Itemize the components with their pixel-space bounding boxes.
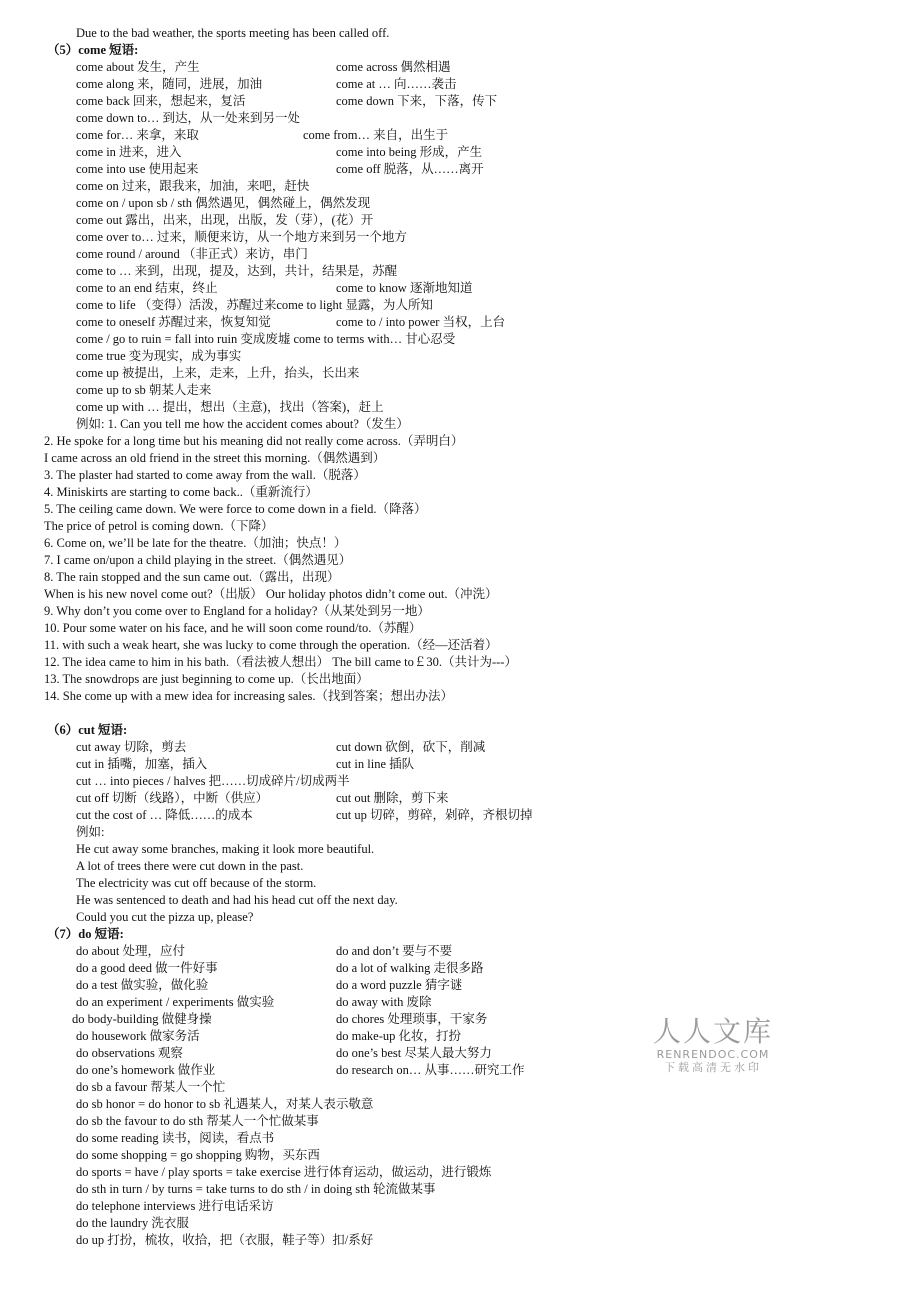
example-line: When is his new novel come out?（出版） Our holiday photos didn’t come out.（冲洗）: [44, 587, 498, 601]
phrase-entry: cut away 切除，剪去: [76, 740, 187, 754]
phrase-entry: come along 来，随同，进展，加油: [76, 77, 263, 91]
example-line: Could you cut the pizza up, please?: [76, 910, 254, 924]
phrase-entry: do chores 处理琐事，干家务: [336, 1012, 488, 1026]
example-line: A lot of trees there were cut down in the past.: [76, 859, 304, 873]
phrase-entry: do a word puzzle 猜字谜: [336, 978, 463, 992]
phrase-entry: cut out 删除，剪下来: [336, 791, 449, 805]
phrase-entry: come true 变为现实，成为事实: [76, 349, 242, 363]
phrase-entry: cut up 切碎，剪碎，剁碎，齐根切掉: [336, 808, 533, 822]
phrase-entry: come to life （变得）活泼，苏醒过来come to light 显露，为人所知: [76, 298, 433, 312]
phrase-entry: do telephone interviews 进行电话采访: [76, 1199, 274, 1213]
example-line: 9. Why don’t you come over to England for a holiday?（从某处到另一地）: [44, 604, 430, 618]
phrase-entry: do a test 做实验，做化验: [76, 978, 209, 992]
example-label: 例如:: [76, 825, 105, 839]
section-heading-come: （5）come 短语:: [47, 43, 139, 57]
section-heading-cut: （6）cut 短语:: [47, 723, 128, 737]
phrase-entry: come back 回来，想起来，复活: [76, 94, 246, 108]
phrase-entry: come off 脱落，从……离开: [336, 162, 484, 176]
phrase-entry: do up 打扮，梳妆，收拾，把（衣服，鞋子等）扣/系好: [76, 1233, 374, 1247]
phrase-entry: come over to… 过来，顺便来访，从一个地方来到另一个地方: [76, 230, 407, 244]
phrase-entry: do sth in turn / by turns = take turns to do sth / in doing sth 轮流做某事: [76, 1182, 436, 1196]
phrase-entry: do research on… 从事……研究工作: [336, 1063, 525, 1077]
phrase-entry: do one’s homework 做作业: [76, 1063, 216, 1077]
phrase-entry: do sb a favour 帮某人一个忙: [76, 1080, 226, 1094]
phrase-entry: cut in line 插队: [336, 757, 415, 771]
phrase-entry: cut in 插嘴，加塞，插入: [76, 757, 208, 771]
phrase-entry: come up to sb 朝某人走来: [76, 383, 212, 397]
example-line: 14. She come up with a mew idea for increasing sales.（找到答案；想出办法）: [44, 689, 453, 703]
phrase-entry: come up with … 提出，想出（主意)，找出（答案)，赶上: [76, 400, 384, 414]
example-line: 12. The idea came to him in his bath.（看法被人想出） The bill came to￡30.（共计为---）: [44, 655, 517, 669]
example-line: The price of petrol is coming down.（下降）: [44, 519, 274, 533]
phrase-entry: do an experiment / experiments 做实验: [76, 995, 275, 1009]
phrase-entry: come about 发生，产生: [76, 60, 200, 74]
example-line: 3. The plaster had started to come away from the wall.（脱落）: [44, 468, 366, 482]
phrase-entry: come down to… 到达，从一处来到另一处: [76, 111, 300, 125]
example-line: 7. I came on/upon a child playing in the street.（偶然遇见）: [44, 553, 352, 567]
watermark-slogan: 下载高清无水印: [664, 1061, 762, 1074]
phrase-entry: cut … into pieces / halves 把……切成碎片/切成两半: [76, 774, 350, 788]
phrase-entry: do housework 做家务活: [76, 1029, 200, 1043]
example-line: 10. Pour some water on his face, and he will soon come round/to.（苏醒）: [44, 621, 422, 635]
section-heading-do: （7）do 短语:: [47, 927, 124, 941]
phrase-entry: do body-building 做健身操: [72, 1012, 212, 1026]
example-line: He cut away some branches, making it look more beautiful.: [76, 842, 375, 856]
phrase-entry: do sb the favour to do sth 帮某人一个忙做某事: [76, 1114, 319, 1128]
phrase-entry: come out 露出，出来，出现，出版，发（芽），(花）开: [76, 213, 374, 227]
phrase-entry: come to oneself 苏醒过来，恢复知觉: [76, 315, 271, 329]
phrase-entry: come at … 向……袭击: [336, 77, 457, 91]
example-line: 11. with such a weak heart, she was lucky to come through the operation.（经—还活着）: [44, 638, 498, 652]
example-line: He was sentenced to death and had his head cut off the next day.: [76, 893, 398, 907]
phrase-entry: do some reading 读书，阅读，看点书: [76, 1131, 275, 1145]
phrase-entry: cut the cost of … 降低……的成本: [76, 808, 253, 822]
phrase-entry: come to / into power 当权，上台: [336, 315, 506, 329]
phrase-entry: come into use 使用起来: [76, 162, 199, 176]
example-line: 例如: 1. Can you tell me how the accident comes about?（发生）: [76, 417, 409, 431]
phrase-entry: do sb honor = do honor to sb 礼遇某人，对某人表示敬意: [76, 1097, 374, 1111]
phrase-entry: come for… 来拿，来取: [76, 128, 199, 142]
phrase-entry: come on / upon sb / sth 偶然遇见，偶然碰上，偶然发现: [76, 196, 371, 210]
example-line: 8. The rain stopped and the sun came out.（露出，出现）: [44, 570, 340, 584]
phrase-entry: come in 进来，进入: [76, 145, 182, 159]
phrase-entry: do a good deed 做一件好事: [76, 961, 218, 975]
example-line: 5. The ceiling came down. We were force to come down in a field.（降落）: [44, 502, 427, 516]
phrase-entry: do away with 废除: [336, 995, 432, 1009]
phrase-entry: do make-up 化妆，打扮: [336, 1029, 461, 1043]
phrase-entry: do and don’t 要与不要: [336, 944, 453, 958]
phrase-entry: do one’s best 尽某人最大努力: [336, 1046, 492, 1060]
phrase-entry: come on 过来，跟我来，加油，来吧，赶快: [76, 179, 310, 193]
phrase-entry: come across 偶然相遇: [336, 60, 451, 74]
phrase-entry: come to know 逐渐地知道: [336, 281, 473, 295]
phrase-entry: come / go to ruin = fall into ruin 变成废墟 come to terms with… 甘心忍受: [76, 332, 456, 346]
phrase-entry: do about 处理，应付: [76, 944, 186, 958]
phrase-entry: come to an end 结束，终止: [76, 281, 218, 295]
phrase-entry: come up 被提出，上来，走来，上升，抬头，长出来: [76, 366, 360, 380]
phrase-entry: come to … 来到，出现，提及，达到，共计，结果是，苏醒: [76, 264, 398, 278]
example-line: 4. Miniskirts are starting to come back..（重新流行）: [44, 485, 318, 499]
phrase-entry: come into being 形成，产生: [336, 145, 483, 159]
phrase-entry: do a lot of walking 走很多路: [336, 961, 484, 975]
text-line: Due to the bad weather, the sports meeting has been called off.: [76, 26, 390, 40]
phrase-entry: cut off 切断（线路），中断（供应）: [76, 791, 269, 805]
phrase-entry: do sports = have / play sports = take exercise 进行体育运动，做运动，进行锻炼: [76, 1165, 492, 1179]
example-line: 6. Come on, we’ll be late for the theatre.（加油；快点！）: [44, 536, 347, 550]
example-line: The electricity was cut off because of the storm.: [76, 876, 317, 890]
phrase-entry: do the laundry 洗衣服: [76, 1216, 189, 1230]
watermark-logo: [648, 1016, 778, 1075]
example-line: I came across an old friend in the street this morning.（偶然遇到）: [44, 451, 386, 465]
phrase-entry: come round / around （非正式）来访，串门: [76, 247, 308, 261]
example-line: 13. The snowdrops are just beginning to come up.（长出地面）: [44, 672, 369, 686]
phrase-entry: do some shopping = go shopping 购物，买东西: [76, 1148, 320, 1162]
phrase-entry: cut down 砍倒，砍下，削减: [336, 740, 486, 754]
watermark-site: RENRENDOC.COM: [656, 1048, 770, 1061]
example-line: 2. He spoke for a long time but his meaning did not really come across.（弄明白）: [44, 434, 464, 448]
phrase-entry: come down 下来，下落，传下: [336, 94, 498, 108]
phrase-entry: do observations 观察: [76, 1046, 183, 1060]
watermark-title: 人人文库: [652, 1015, 773, 1048]
phrase-entry: come from… 来自，出生于: [303, 128, 449, 142]
